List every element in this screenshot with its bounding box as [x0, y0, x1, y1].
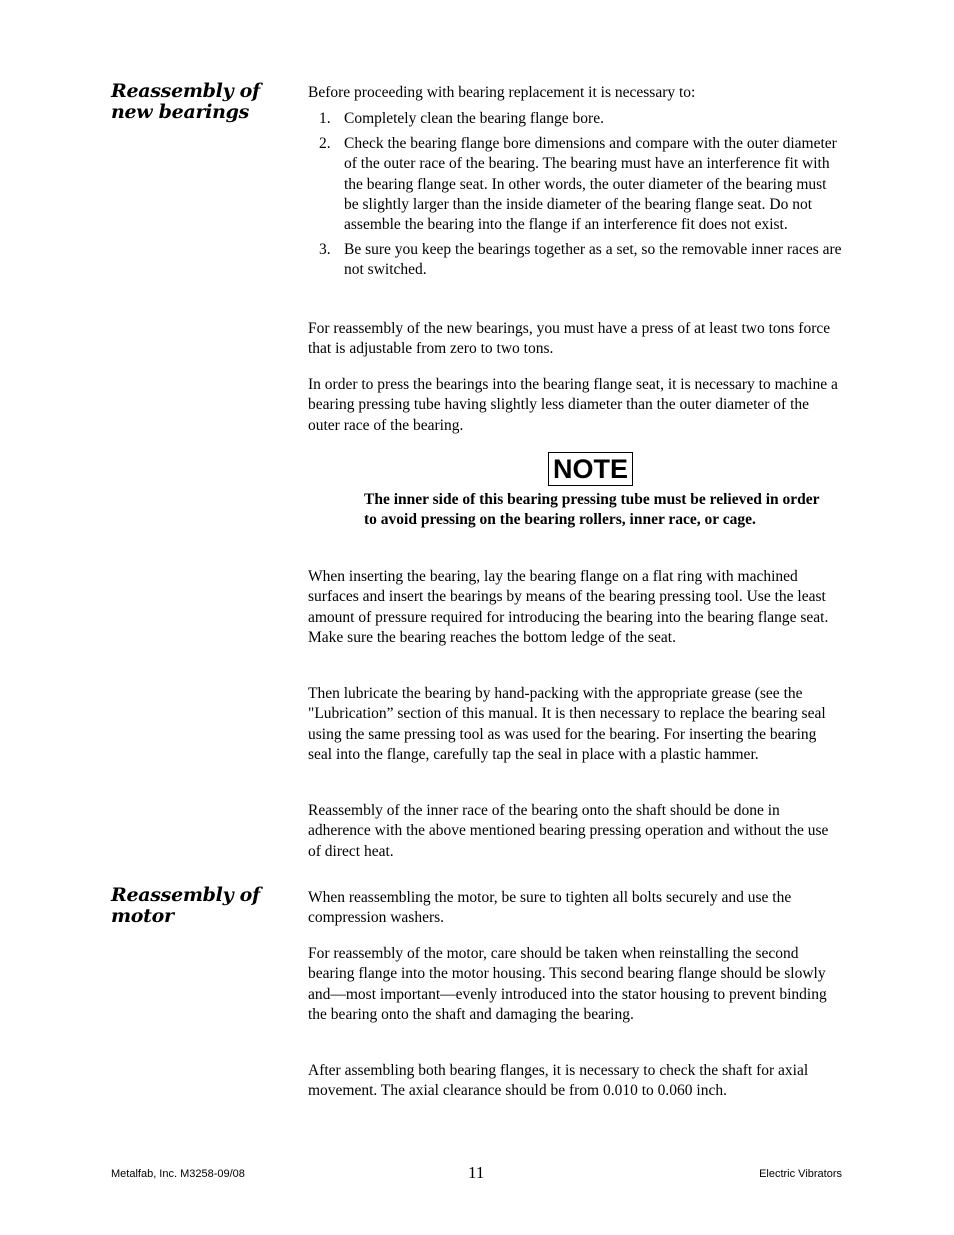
footer-document-id: Metalfab, Inc. M3258-09/08 [111, 1168, 245, 1180]
footer-product-title: Electric Vibrators [759, 1168, 842, 1180]
lubrication-paragraph: Then lubricate the bearing by hand-packing with the appropriate grease (see the "Lubrication” section of this manual. It is then necessary to replace the bearing seal using the same pressing tool as was used for the bearing. For inserting the bearing seal into the flange, carefully tap the seal in place with a plastic hammer. [308, 685, 826, 764]
steps-list [308, 109, 842, 280]
footer-page-number: 11 [468, 1163, 485, 1182]
section-heading-reassembly-motor: Reassembly of motor [111, 884, 260, 927]
press-paragraph: For reassembly of the new bearings, you must have a press of at least two tons force that is adjustable from zero to two tons. [308, 320, 831, 358]
list-item-number: 1. [319, 110, 331, 128]
list-item-text: Check the bearing flange bore dimensions and compare with the outer diameter of the outer race of the bearing. The bearing must have an interference fit with the bearing flange seat. In other words, the outer diameter of the bearing must be slightly larger than the inside diameter of the bearing flange seat. Do not assemble the bearing into the flange if an interference fit does not exist. [344, 134, 837, 234]
axial-movement-paragraph: After assembling both bearing flanges, it is necessary to check the shaft for axial movement. The axial clearance should be from 0.010 to 0.060 inch. [308, 1062, 809, 1100]
intro-paragraph: Before proceeding with bearing replacement it is necessary to: [308, 84, 696, 101]
note-label: NOTE [548, 452, 633, 486]
second-flange-paragraph: For reassembly of the motor, care should be taken when reinstalling the second bearing flange into the motor housing. This second bearing flange should be slowly and—most important—evenly introduced into the stator housing to prevent binding the bearing onto the shaft and damaging the bearing. [308, 945, 827, 1024]
list-item-number: 2. [319, 134, 331, 152]
list-item-text: Be sure you keep the bearings together as a set, so the removable inner races are not switched. [344, 240, 842, 279]
note-text: The inner side of this bearing pressing tube must be relieved in order to avoid pressing on the bearing rollers, inner race, or cage. [364, 491, 820, 529]
list-item [308, 109, 842, 129]
section-body-new-bearings [308, 83, 842, 285]
inner-race-paragraph: Reassembly of the inner race of the bearing onto the shaft should be done in adherence with the above mentioned bearing pressing operation and without the use of direct heat. [308, 802, 829, 860]
list-item-text: Completely clean the bearing flange bore. [344, 110, 604, 128]
pressing-tube-paragraph: In order to press the bearings into the bearing flange seat, it is necessary to machine a bearing pressing tube having slightly less diameter than the outer diameter of the outer race of the bearing. [308, 376, 838, 434]
list-item [308, 240, 842, 281]
section-heading-reassembly-new-bearings: Reassembly of new bearings [111, 80, 260, 123]
list-item-number: 3. [319, 240, 331, 258]
list-item [308, 134, 842, 236]
bolts-paragraph: When reassembling the motor, be sure to tighten all bolts securely and use the compression washers. [308, 889, 792, 927]
inserting-paragraph: When inserting the bearing, lay the bearing flange on a flat ring with machined surfaces and insert the bearings by means of the bearing pressing tool. Use the least amount of pressure required for introducing the bearing into the bearing flange seat. Make sure the bearing reaches the bottom ledge of the seat. [308, 568, 829, 647]
